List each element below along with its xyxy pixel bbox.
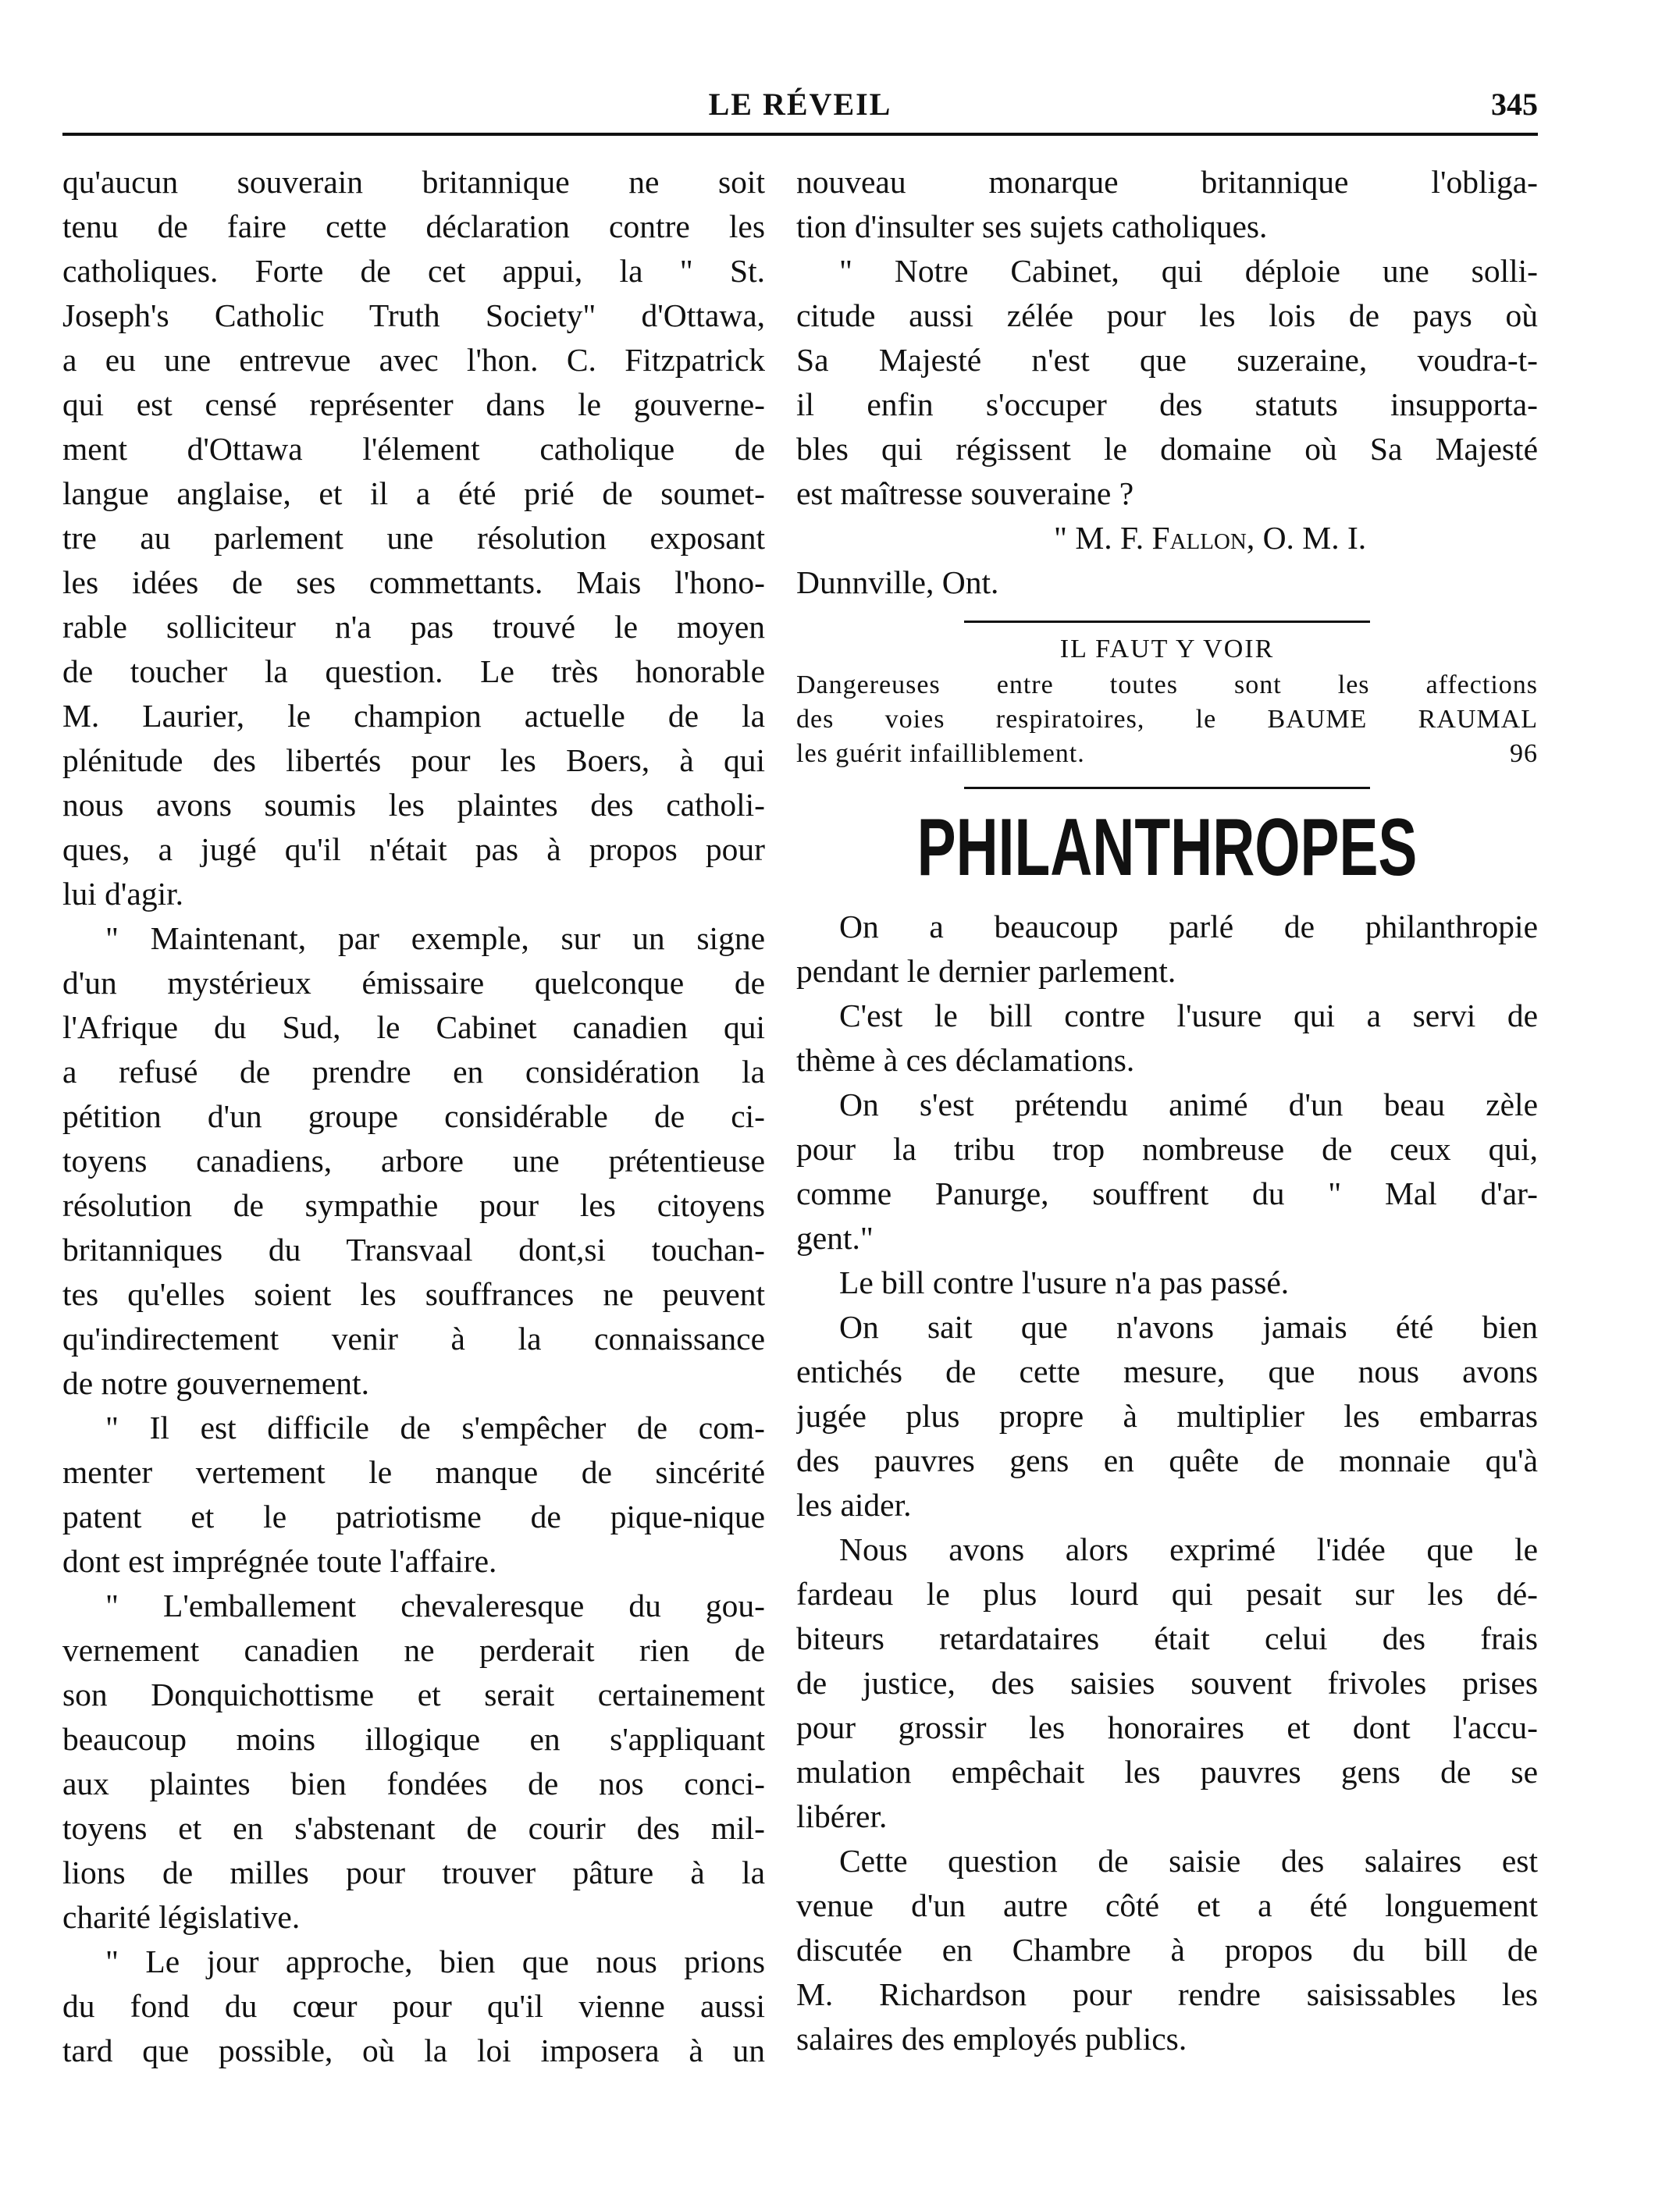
signature-suffix: , O. M. I. bbox=[1246, 520, 1367, 556]
text-line: plénitude des libertés pour les Boers, à qui bbox=[62, 742, 765, 778]
signature bbox=[796, 516, 1538, 560]
advertisement bbox=[796, 631, 1538, 771]
text-line: est maîtresse souveraine ? bbox=[796, 475, 1134, 511]
ad-line: des voies respiratoires, le BAUME RAUMAL bbox=[796, 705, 1538, 734]
text-line: On s'est prétendu animé d'un beau zèle bbox=[839, 1086, 1538, 1122]
text-line: tion d'insulter ses sujets catholiques. bbox=[796, 208, 1268, 244]
text-line: dont est imprégnée toute l'affaire. bbox=[62, 1543, 497, 1579]
text-line: lions de milles pour trouver pâture à la bbox=[62, 1855, 765, 1890]
text-line: toyens canadiens, arbore une prétentieuse bbox=[62, 1143, 765, 1179]
text-line: l'Afrique du Sud, le Cabinet canadien qui bbox=[62, 1009, 765, 1045]
text-line: a eu une entrevue avec l'hon. C. Fitzpatrick bbox=[62, 342, 765, 378]
text-line: britanniques du Transvaal dont,si touchan- bbox=[62, 1232, 765, 1268]
text-line: pour la tribu trop nombreuse de ceux qui, bbox=[796, 1131, 1538, 1167]
text-line: " Le jour approche, bien que nous prions bbox=[105, 1944, 765, 1979]
text-line: de justice, des saisies souvent frivoles prises bbox=[796, 1665, 1538, 1701]
section-rule bbox=[964, 787, 1370, 789]
text-line: qu'indirectement venir à la connaissance bbox=[62, 1321, 765, 1357]
signature-name: Fallon bbox=[1151, 520, 1247, 556]
text-line: rable solliciteur n'a pas trouvé le moyen bbox=[62, 609, 765, 645]
text-line: On sait que n'avons jamais été bien bbox=[839, 1309, 1538, 1345]
text-line: vernement canadien ne perderait rien de bbox=[62, 1632, 765, 1668]
text-line: les aider. bbox=[796, 1487, 912, 1523]
text-line: biteurs retardataires était celui des frais bbox=[796, 1620, 1538, 1656]
text-line: discutée en Chambre à propos du bill de bbox=[796, 1932, 1538, 1968]
text-line: jugée plus propre à multiplier les embarras bbox=[796, 1398, 1538, 1434]
text-line: aux plaintes bien fondées de nos conci- bbox=[62, 1766, 765, 1801]
text-line: ment d'Ottawa l'élement catholique de bbox=[62, 431, 765, 467]
text-line: " Notre Cabinet, qui déploie une solli- bbox=[839, 253, 1538, 289]
text-line: Nous avons alors exprimé l'idée que le bbox=[839, 1531, 1538, 1567]
page-header bbox=[62, 86, 1538, 125]
text-line: On a beaucoup parlé de philanthropie bbox=[839, 909, 1538, 944]
text-line: M. Richardson pour rendre saisissables les bbox=[796, 1976, 1538, 2012]
text-line: langue anglaise, et il a été prié de soumet- bbox=[62, 475, 765, 511]
right-column bbox=[796, 160, 1538, 2061]
text-line: des pauvres gens en quête de monnaie qu'à bbox=[796, 1442, 1538, 1478]
ad-line-text: les guérit infailliblement. bbox=[796, 739, 1085, 768]
text-line: il enfin s'occuper des statuts insupporta- bbox=[796, 386, 1538, 422]
text-line: toyens et en s'abstenant de courir des mil- bbox=[62, 1810, 765, 1846]
text-line: entichés de cette mesure, que nous avons bbox=[796, 1353, 1538, 1389]
text-line: tenu de faire cette déclaration contre les bbox=[62, 208, 765, 244]
text-line: a refusé de prendre en considération la bbox=[62, 1054, 765, 1090]
text-line: de toucher la question. Le très honorable bbox=[62, 653, 765, 689]
text-line: citude aussi zélée pour les lois de pays où bbox=[796, 297, 1538, 333]
section-rule bbox=[964, 621, 1370, 623]
text-line: tre au parlement une résolution exposant bbox=[62, 520, 765, 556]
text-line: lui d'agir. bbox=[62, 876, 184, 912]
text-line: Joseph's Catholic Truth Society" d'Ottawa, bbox=[62, 297, 765, 333]
text-line: nous avons soumis les plaintes des catholi- bbox=[62, 787, 765, 823]
text-line: tard que possible, où la loi imposera à un bbox=[62, 2032, 765, 2068]
text-line: fardeau le plus lourd qui pesait sur les dé- bbox=[796, 1576, 1538, 1612]
text-line: de notre gouvernement. bbox=[62, 1365, 369, 1401]
text-line: Cette question de saisie des salaires est bbox=[839, 1843, 1538, 1879]
text-line: beaucoup moins illogique en s'appliquant bbox=[62, 1721, 765, 1757]
text-line: menter vertement le manque de sincérité bbox=[62, 1454, 765, 1490]
text-line: tes qu'elles soient les souffrances ne peuvent bbox=[62, 1276, 765, 1312]
text-line: résolution de sympathie pour les citoyens bbox=[62, 1187, 765, 1223]
text-line: bles qui régissent le domaine où Sa Majesté bbox=[796, 431, 1538, 467]
text-line: mulation empêchait les pauvres gens de se bbox=[796, 1754, 1538, 1790]
text-line: d'un mystérieux émissaire quelconque de bbox=[62, 965, 765, 1001]
running-title: LE RÉVEIL bbox=[708, 87, 892, 122]
ad-line: Dangereuses entre toutes sont les affections bbox=[796, 670, 1538, 699]
signature-place: Dunnville, Ont. bbox=[796, 564, 999, 600]
text-line: Le bill contre l'usure n'a pas passé. bbox=[839, 1264, 1290, 1300]
text-line: pour grossir les honoraires et dont l'accu- bbox=[796, 1709, 1538, 1745]
text-line: qui est censé représenter dans le gouverne- bbox=[62, 386, 765, 422]
text-line: ques, a jugé qu'il n'était pas à propos pour bbox=[62, 831, 765, 867]
text-line: venue d'un autre côté et a été longuement bbox=[796, 1887, 1538, 1923]
page-number: 345 bbox=[1491, 87, 1538, 122]
text-line: les idées de ses commettants. Mais l'hono- bbox=[62, 564, 765, 600]
text-line: pétition d'un groupe considérable de ci- bbox=[62, 1098, 765, 1134]
text-line: du fond du cœur pour qu'il vienne aussi bbox=[62, 1988, 765, 2024]
text-line: Sa Majesté n'est que suzeraine, voudra-t- bbox=[796, 342, 1538, 378]
text-line: qu'aucun souverain britannique ne soit bbox=[62, 164, 765, 200]
article-title: PHILANTHROPES bbox=[916, 802, 1418, 893]
header-rule bbox=[62, 133, 1538, 136]
text-line: patent et le patriotisme de pique-nique bbox=[62, 1499, 765, 1535]
text-line: charité législative. bbox=[62, 1899, 301, 1935]
ad-line bbox=[796, 737, 1538, 771]
text-line: thème à ces déclamations. bbox=[796, 1042, 1135, 1078]
left-column bbox=[62, 160, 765, 2073]
signature-prefix: " M. F. bbox=[1054, 520, 1152, 556]
text-line: pendant le dernier parlement. bbox=[796, 953, 1176, 989]
text-line: C'est le bill contre l'usure qui a servi de bbox=[839, 998, 1538, 1033]
text-line: M. Laurier, le champion actuelle de la bbox=[62, 698, 765, 734]
ad-number: 96 bbox=[1510, 739, 1538, 768]
ad-heading: IL FAUT Y VOIR bbox=[1059, 635, 1275, 663]
text-line: son Donquichottisme et serait certainement bbox=[62, 1677, 765, 1712]
text-line: " Maintenant, par exemple, sur un signe bbox=[105, 920, 765, 956]
text-line: comme Panurge, souffrent du " Mal d'ar- bbox=[796, 1175, 1538, 1211]
text-line: nouveau monarque britannique l'obliga- bbox=[796, 164, 1538, 200]
text-line: catholiques. Forte de cet appui, la " St. bbox=[62, 253, 765, 289]
text-line: libérer. bbox=[796, 1798, 888, 1834]
text-line: gent." bbox=[796, 1220, 874, 1256]
text-line: " Il est difficile de s'empêcher de com- bbox=[105, 1410, 765, 1446]
text-line: salaires des employés publics. bbox=[796, 2021, 1187, 2057]
text-line: " L'emballement chevaleresque du gou- bbox=[105, 1588, 765, 1623]
